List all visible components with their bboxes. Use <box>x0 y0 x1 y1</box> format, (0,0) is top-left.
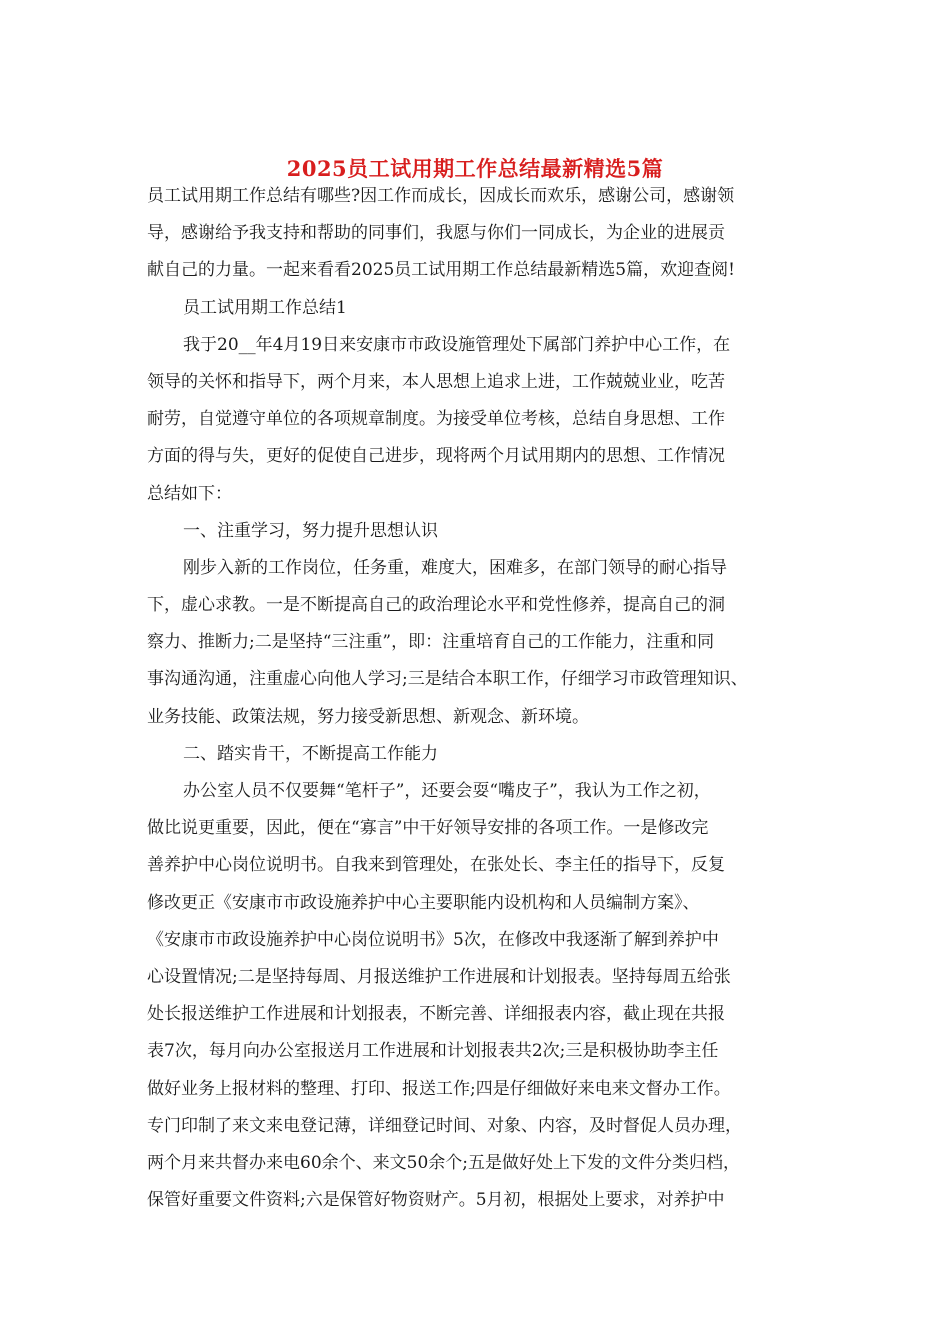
text-line: 善养护中心岗位说明书。自我来到管理处，在张处长、李主任的指导下，反复 <box>147 855 725 876</box>
text-line: 一、注重学习，努力提升思想认识 <box>183 520 438 541</box>
text-line: 事沟通沟通，注重虚心向他人学习;三是结合本职工作，仔细学习市政管理知识、 <box>147 669 748 690</box>
text-line: 两个月来共督办来电60余个、来文50余个;五是做好处上下发的文件分类归档， <box>147 1152 740 1173</box>
text-line: 业务技能、政策法规，努力接受新思想、新观念、新环境。 <box>147 706 589 727</box>
text-line: 耐劳，自觉遵守单位的各项规章制度。为接受单位考核，总结自身思想、工作 <box>147 409 725 430</box>
text-line: 《安康市市政设施养护中心岗位说明书》5次，在修改中我逐渐了解到养护中 <box>147 929 719 950</box>
text-line: 下，虚心求教。一是不断提高自己的政治理论水平和党性修养，提高自己的洞 <box>147 595 725 616</box>
text-line: 刚步入新的工作岗位，任务重，难度大，困难多，在部门领导的耐心指导 <box>183 557 727 578</box>
text-line: 处长报送维护工作进展和计划报表，不断完善、详细报表内容，截止现在共报 <box>147 1004 725 1025</box>
text-line: 察力、推断力;二是坚持“三注重”，即：注重培育自己的工作能力，注重和同 <box>147 632 715 653</box>
text-line: 献自己的力量。一起来看看2025员工试用期工作总结最新精选5篇，欢迎查阅! <box>147 260 735 281</box>
document-body <box>147 178 817 1219</box>
text-line: 办公室人员不仅要舞“笔杆子”，还要会耍“嘴皮子”，我认为工作之初， <box>183 781 711 801</box>
text-line: 导，感谢给予我支持和帮助的同事们，我愿与你们一同成长，为企业的进展贡 <box>147 223 725 244</box>
text-line: 我于20__年4月19日来安康市市政设施管理处下属部门养护中心工作，在 <box>183 334 731 355</box>
text-line: 专门印制了来文来电登记薄，详细登记时间、对象、内容，及时督促人员办理， <box>147 1115 742 1136</box>
text-line: 心设置情况;二是坚持每周、月报送维护工作进展和计划报表。坚持每周五给张 <box>147 966 731 987</box>
document-title: 2025员工试用期工作总结最新精选5篇 <box>286 156 664 181</box>
text-line: 方面的得与失，更好的促使自己进步，现将两个月试用期内的思想、工作情况 <box>147 446 725 467</box>
text-line: 修改更正《安康市市政设施养护中心主要职能内设机构和人员编制方案》、 <box>147 892 700 913</box>
text-line: 做比说更重要，因此，便在“寡言”中干好领导安排的各项工作。一是修改完 <box>147 818 709 839</box>
text-line: 保管好重要文件资料;六是保管好物资财产。5月初，根据处上要求，对养护中 <box>147 1190 725 1211</box>
text-line: 领导的关怀和指导下，两个月来，本人思想上追求上进，工作兢兢业业，吃苦 <box>147 371 725 392</box>
text-line: 做好业务上报材料的整理、打印、报送工作;四是仔细做好来电来文督办工作。 <box>147 1078 731 1099</box>
text-line: 二、踏实肯干，不断提高工作能力 <box>183 743 438 764</box>
text-line: 员工试用期工作总结有哪些?因工作而成长，因成长而欢乐，感谢公司，感谢领 <box>147 186 735 206</box>
text-line: 表7次，每月向办公室报送月工作进展和计划报表共2次;三是积极协助李主任 <box>147 1041 719 1062</box>
text-line: 员工试用期工作总结1 <box>183 297 347 318</box>
text-line: 总结如下： <box>147 483 232 504</box>
